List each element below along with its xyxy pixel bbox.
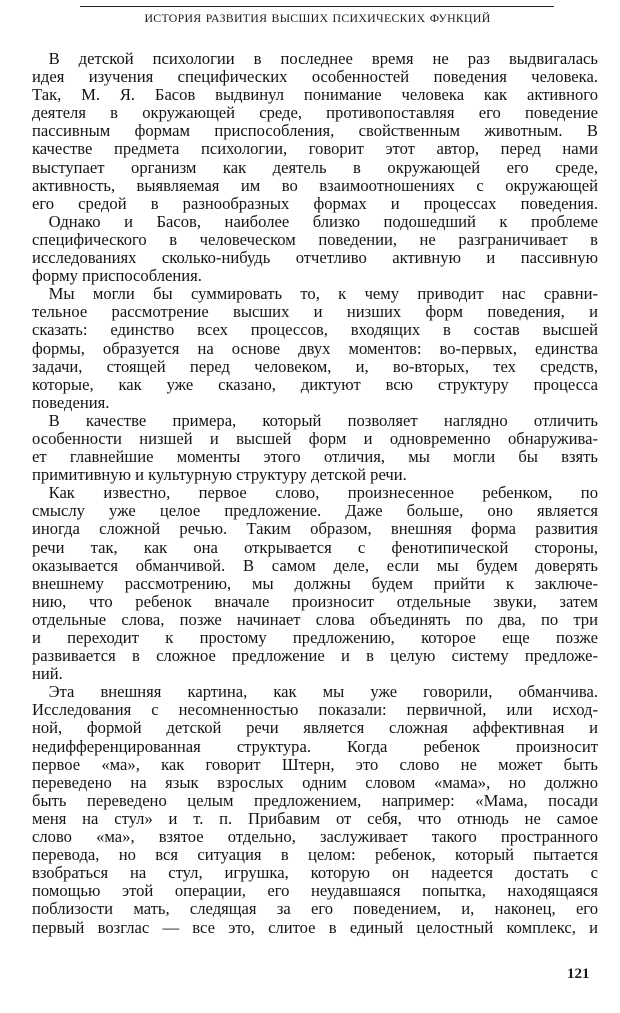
text-line: переведено на язык взрослых одним словом «мама», но должно (32, 773, 598, 792)
text-line: быть переведено целым предложением, например: «Мама, посади (32, 791, 598, 810)
text-line: формы, образуется на основе двух моментов: во-первых, единства (32, 339, 598, 358)
text-line: специфического в человеческом поведении, не разграничивает в (32, 230, 598, 249)
paragraph (32, 412, 598, 484)
text-line: его средой в разнообразных формах и процессах поведения. (32, 194, 598, 213)
text-line: которые, как уже сказано, диктуют всю структуру процесса (32, 375, 598, 394)
text-line: поблизости мать, следящая за его поведением, и, наконец, его (32, 900, 598, 919)
text-line: В качестве примера, который позволяет наглядно отличить (48, 411, 598, 430)
text-line: и переходит к простому предложению, которое еще позже (32, 629, 598, 647)
text-line: выступает организм как деятель в окружающей его среде, (32, 158, 598, 177)
running-head: ИСТОРИЯ РАЗВИТИЯ ВЫСШИХ ПСИХИЧЕСКИХ ФУНКЦИЙ (144, 11, 491, 25)
text-line: деятеля в окружающей среде, противопоставляя его поведение (32, 104, 598, 123)
text-line: тельное рассмотрение высших и низших форм поведения, и (32, 303, 598, 322)
text-line: В детской психологии в последнее время не раз выдвигалась (48, 50, 598, 68)
text-line: примитивную и культурную структуру детской речи. (32, 466, 407, 485)
paragraph (32, 213, 598, 285)
text-line: пассивным формам приспособления, свойственным животным. В (32, 122, 598, 141)
text-line: смыслу уже целое предложение. Даже больше, оно является (32, 502, 598, 521)
text-line: отдельные слова, позже начинает слова объединять по два, по три (32, 610, 598, 629)
text-body (32, 50, 598, 955)
text-line: Мы могли бы суммировать то, к чему приводит нас сравни- (48, 285, 598, 304)
text-line: ной, формой детской речи является сложная аффективная и (32, 719, 598, 738)
text-line: первое «ма», как говорит Штерн, это слово не может быть (32, 755, 598, 774)
text-line: оказывается обманчивой. В самом деле, если мы будем доверять (32, 556, 598, 575)
text-line: Исследования с несомненностью показали: первичной, или исход- (32, 701, 598, 720)
text-line: меня на стул» и т. п. Прибавим от себя, что отнюдь не самое (32, 809, 598, 828)
text-line: ний. (32, 665, 63, 684)
text-line: Эта внешняя картина, как мы уже говорили, обманчива. (48, 683, 598, 702)
text-line: взобраться на стул, игрушка, которую он надеется достать с (32, 864, 598, 883)
text-line: исследованиях сколько-нибудь отчетливо активную и пассивную (32, 249, 598, 268)
text-line: Как известно, первое слово, произнесенное ребенком, по (48, 484, 598, 503)
paragraph (32, 484, 598, 683)
paragraph (32, 683, 598, 936)
text-line: сказать: единство всех процессов, входящих в состав высшей (32, 321, 598, 340)
text-line: Так, М. Я. Басов выдвинул понимание человека как активного (32, 86, 598, 105)
text-line: развивается в сложное предложение и в целую систему предложе- (32, 647, 598, 666)
page-number: 121 (567, 966, 590, 982)
text-line: поведения. (32, 393, 110, 412)
text-line: внешнему рассмотрению, мы должны будем прийти к заключе- (32, 574, 598, 593)
text-line: качестве предмета психологии, говорит этот автор, перед нами (32, 140, 598, 159)
paragraph (32, 285, 598, 412)
header-rule (80, 6, 554, 7)
text-line: помощью этой операции, его неудавшаяся попытка, находящаяся (32, 882, 598, 901)
text-line: форму приспособления. (32, 267, 202, 286)
text-line: задачи, стоящей перед человеком, и, во-вторых, тех средств, (32, 357, 598, 376)
text-line: недифференцированная структура. Когда ребенок произносит (32, 737, 598, 756)
text-line: речи так, как она открывается с фенотипической стороны, (32, 538, 598, 557)
text-line: перевода, но вся ситуация в целом: ребенок, который пытается (32, 846, 598, 865)
text-line: Однако и Басов, наиболее близко подошедший к проблеме (48, 212, 598, 231)
text-line: активность, выявляемая им во взаимоотношениях с окружающей (32, 176, 598, 195)
paragraph (32, 50, 598, 213)
text-line: слово «ма», взятое отдельно, заслуживает такого пространного (32, 828, 598, 847)
text-line: иногда сложной речью. Таким образом, внешняя форма развития (32, 520, 598, 539)
text-line: идея изучения специфических особенностей поведения человека. (32, 68, 598, 87)
text-line: первый возглас — все это, слитое в единый целостный комплекс, и (32, 918, 598, 937)
text-line: ет главнейшие моменты этого отличия, мы могли бы взять (32, 448, 598, 467)
text-line: особенности низшей и высшей форм и одновременно обнаружива- (32, 429, 598, 448)
text-line: нию, что ребенок вначале произносит отдельные звуки, затем (32, 592, 598, 611)
